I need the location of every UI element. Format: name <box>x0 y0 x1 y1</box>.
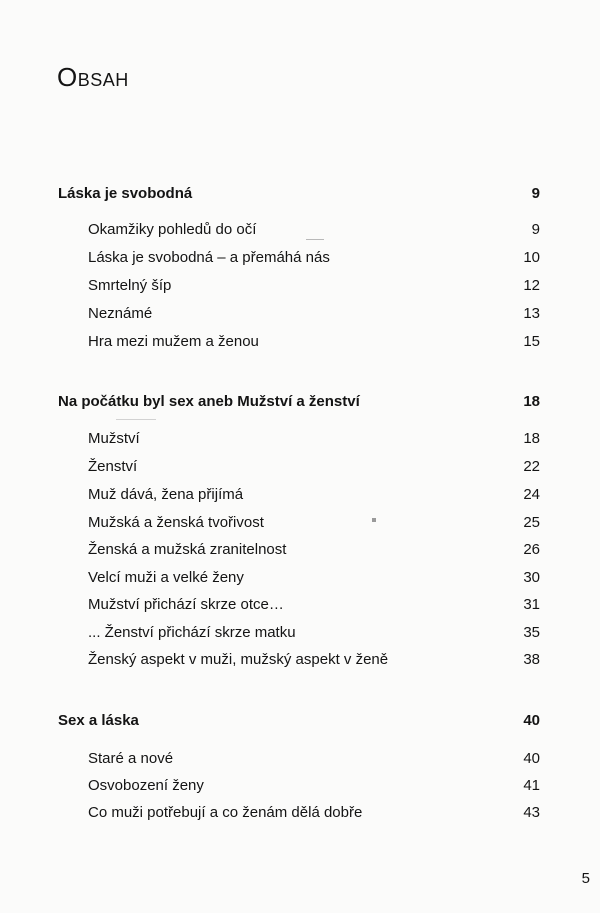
toc-entry[interactable] <box>0 514 600 536</box>
toc-entry[interactable] <box>0 333 600 355</box>
toc-entry[interactable] <box>0 569 600 591</box>
scan-speck <box>306 239 324 240</box>
toc-entry[interactable] <box>0 596 600 618</box>
entry-title: ... Ženství přichází skrze matku <box>88 624 296 641</box>
toc-entry[interactable] <box>0 486 600 508</box>
toc-entry[interactable] <box>0 458 600 480</box>
entry-title: Co muži potřebují a co ženám dělá dobře <box>88 804 363 821</box>
toc-section-3[interactable] <box>0 712 600 734</box>
entry-page: 26 <box>523 541 540 558</box>
entry-title: Mužská a ženská tvořivost <box>88 514 264 531</box>
entry-page: 9 <box>531 221 540 238</box>
entry-page: 15 <box>523 333 540 350</box>
entry-title: Okamžiky pohledů do očí <box>88 221 257 238</box>
toc-entry[interactable] <box>0 305 600 327</box>
toc-entry[interactable] <box>0 777 600 799</box>
section-title: Sex a láska <box>58 712 139 729</box>
toc-entry[interactable] <box>0 541 600 563</box>
toc-entry[interactable] <box>0 277 600 299</box>
entry-title: Staré a nové <box>88 750 174 767</box>
page-number: 5 <box>581 870 590 887</box>
toc-entry[interactable] <box>0 249 600 271</box>
entry-page: 38 <box>523 651 540 668</box>
scan-speck <box>116 419 156 420</box>
scan-speck <box>372 518 376 522</box>
entry-page: 12 <box>523 277 540 294</box>
entry-title: Mužství přichází skrze otce… <box>88 596 284 613</box>
entry-page: 40 <box>523 750 540 767</box>
entry-page: 10 <box>523 249 540 266</box>
section-page: 40 <box>523 712 540 729</box>
toc-entry[interactable] <box>0 624 600 646</box>
entry-page: 43 <box>523 804 540 821</box>
entry-page: 13 <box>523 305 540 322</box>
entry-title: Muž dává, žena přijímá <box>88 486 244 503</box>
entry-page: 24 <box>523 486 540 503</box>
entry-title: Neznámé <box>88 305 153 322</box>
toc-entry[interactable] <box>0 221 600 243</box>
section-title: Na počátku byl sex aneb Mužství a ženství <box>58 393 360 410</box>
section-page: 9 <box>531 185 540 202</box>
entry-title: Mužství <box>88 430 140 447</box>
entry-title: Láska je svobodná – a přemáhá nás <box>88 249 330 266</box>
entry-page: 31 <box>523 596 540 613</box>
toc-title: Obsah <box>57 62 129 92</box>
entry-title: Smrtelný šíp <box>88 277 172 294</box>
toc-entry[interactable] <box>0 804 600 826</box>
entry-page: 25 <box>523 514 540 531</box>
entry-title: Ženský aspekt v muži, mužský aspekt v ženě <box>88 651 389 668</box>
toc-entry[interactable] <box>0 430 600 452</box>
entry-page: 30 <box>523 569 540 586</box>
section-page: 18 <box>523 393 540 410</box>
entry-page: 18 <box>523 430 540 447</box>
toc-section-2[interactable] <box>0 393 600 415</box>
toc-entry[interactable] <box>0 750 600 772</box>
entry-page: 41 <box>523 777 540 794</box>
entry-page: 22 <box>523 458 540 475</box>
entry-title: Velcí muži a velké ženy <box>88 569 244 586</box>
entry-page: 35 <box>523 624 540 641</box>
entry-title: Ženství <box>88 458 138 475</box>
toc-entry[interactable] <box>0 651 600 673</box>
toc-section-1[interactable] <box>0 185 600 207</box>
entry-title: Ženská a mužská zranitelnost <box>88 541 287 558</box>
entry-title: Osvobození ženy <box>88 777 204 794</box>
entry-title: Hra mezi mužem a ženou <box>88 333 259 350</box>
section-title: Láska je svobodná <box>58 185 193 202</box>
